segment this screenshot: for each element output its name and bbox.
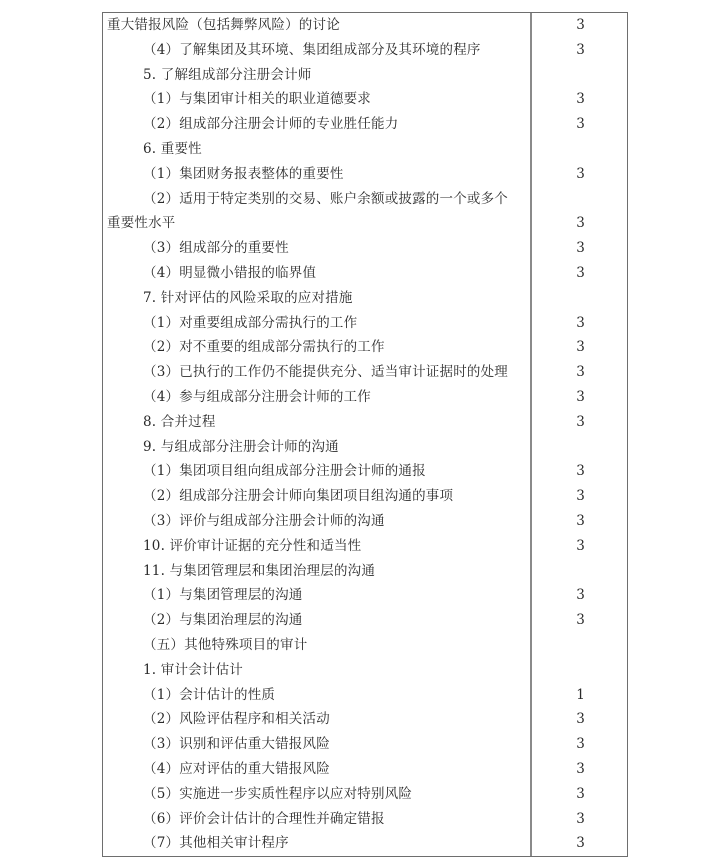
table-row <box>103 261 627 286</box>
topic-cell: （5）实施进一步实质性程序以应对特别风险 <box>103 782 532 807</box>
topic-cell: （6）评价会计估计的合理性并确定错报 <box>103 807 532 832</box>
level-cell: 3 <box>576 17 585 33</box>
topic-cell: （7）其他相关审计程序 <box>103 831 532 856</box>
table-row <box>103 534 627 559</box>
topic-cell: （1）对重要组成部分需执行的工作 <box>103 311 532 336</box>
level-cell <box>532 63 627 88</box>
level-cell: 3 <box>576 612 585 629</box>
table-row <box>103 87 627 112</box>
level-cell <box>532 633 627 658</box>
table-row <box>103 63 627 88</box>
level-cell: 3 <box>576 388 585 405</box>
level-cell: 3 <box>576 785 585 802</box>
level-cell <box>532 286 627 311</box>
topic-cell: 重要性水平 <box>103 211 532 236</box>
topic-cell: （3）组成部分的重要性 <box>103 236 532 261</box>
topic-cell: 5. 了解组成部分注册会计师 <box>103 63 532 88</box>
table-row <box>103 410 627 435</box>
table-row <box>103 782 627 807</box>
table-row <box>103 732 627 757</box>
table-row <box>103 286 627 311</box>
level-cell: 3 <box>576 116 585 133</box>
topic-cell: （1）与集团审计相关的职业道德要求 <box>103 87 532 112</box>
level-cell: 3 <box>576 215 585 232</box>
topic-cell: 8. 合并过程 <box>103 410 532 435</box>
level-cell: 1 <box>576 686 585 703</box>
table-row <box>103 559 627 584</box>
table-row <box>103 435 627 460</box>
level-cell: 3 <box>576 810 585 827</box>
table-row <box>103 633 627 658</box>
table-row <box>103 757 627 782</box>
topic-cell: （4）参与组成部分注册会计师的工作 <box>103 385 532 410</box>
level-cell: 3 <box>576 736 585 753</box>
level-cell: 3 <box>576 41 585 58</box>
topic-cell: （2）对不重要的组成部分需执行的工作 <box>103 335 532 360</box>
level-cell: 3 <box>576 339 585 356</box>
level-cell: 3 <box>576 264 585 281</box>
topic-cell: 7. 针对评估的风险采取的应对措施 <box>103 286 532 311</box>
table-row <box>103 385 627 410</box>
table-row <box>103 38 627 63</box>
table-row <box>103 807 627 832</box>
table-row <box>103 236 627 261</box>
level-cell: 3 <box>576 760 585 777</box>
topic-cell: （1）与集团管理层的沟通 <box>103 583 532 608</box>
table-row <box>103 608 627 633</box>
table-row <box>103 187 627 212</box>
topic-cell: （1）会计估计的性质 <box>103 683 532 708</box>
level-cell <box>532 435 627 460</box>
table-row <box>103 707 627 732</box>
level-cell: 3 <box>576 587 585 604</box>
level-cell: 3 <box>576 364 585 381</box>
table-row <box>103 683 627 708</box>
level-cell: 3 <box>576 314 585 331</box>
topic-cell: （1）集团项目组向组成部分注册会计师的通报 <box>103 459 532 484</box>
topic-cell: （2）适用于特定类别的交易、账户余额或披露的一个或多个 <box>103 187 532 212</box>
level-cell <box>532 658 627 683</box>
topic-cell: 6. 重要性 <box>103 137 532 162</box>
topic-cell: （4）应对评估的重大错报风险 <box>103 757 532 782</box>
topic-cell: （五）其他特殊项目的审计 <box>103 633 532 658</box>
level-cell: 3 <box>576 512 585 529</box>
topic-cell: （2）与集团治理层的沟通 <box>103 608 532 633</box>
level-cell: 3 <box>576 413 585 430</box>
topic-cell: 11. 与集团管理层和集团治理层的沟通 <box>103 559 532 584</box>
topic-cell: （4）明显微小错报的临界值 <box>103 261 532 286</box>
level-cell <box>532 187 627 212</box>
table-row <box>103 162 627 187</box>
table-row <box>103 112 627 137</box>
topic-cell: 重大错报风险（包括舞弊风险）的讨论 <box>103 13 532 38</box>
level-cell: 3 <box>576 165 585 182</box>
table-row <box>103 583 627 608</box>
topic-cell: （3）评价与组成部分注册会计师的沟通 <box>103 509 532 534</box>
topic-cell: 9. 与组成部分注册会计师的沟通 <box>103 435 532 460</box>
table-row <box>103 459 627 484</box>
table-row <box>103 658 627 683</box>
topic-cell: （2）组成部分注册会计师向集团项目组沟通的事项 <box>103 484 532 509</box>
table-row <box>103 13 627 38</box>
level-cell: 3 <box>576 240 585 257</box>
level-cell: 3 <box>576 463 585 480</box>
table-row <box>103 335 627 360</box>
table-row <box>103 484 627 509</box>
topic-cell: 10. 评价审计证据的充分性和适当性 <box>103 534 532 559</box>
topic-cell: （4）了解集团及其环境、集团组成部分及其环境的程序 <box>103 38 532 63</box>
topic-cell: 1. 审计会计估计 <box>103 658 532 683</box>
table-row <box>103 311 627 336</box>
topic-cell: （2）组成部分注册会计师的专业胜任能力 <box>103 112 532 137</box>
table-row <box>103 211 627 236</box>
level-cell: 3 <box>576 537 585 554</box>
table-row <box>103 360 627 385</box>
level-cell: 3 <box>576 711 585 728</box>
topic-cell: （1）集团财务报表整体的重要性 <box>103 162 532 187</box>
table-row <box>103 137 627 162</box>
table-row <box>103 509 627 534</box>
level-cell: 3 <box>576 835 585 852</box>
level-cell <box>532 137 627 162</box>
table-row <box>103 831 627 856</box>
level-cell: 3 <box>576 91 585 108</box>
syllabus-table <box>102 12 628 857</box>
topic-cell: （3）已执行的工作仍不能提供充分、适当审计证据时的处理 <box>103 360 532 385</box>
topic-cell: （3）识别和评估重大错报风险 <box>103 732 532 757</box>
topic-cell: （2）风险评估程序和相关活动 <box>103 707 532 732</box>
level-cell <box>532 559 627 584</box>
level-cell: 3 <box>576 488 585 505</box>
